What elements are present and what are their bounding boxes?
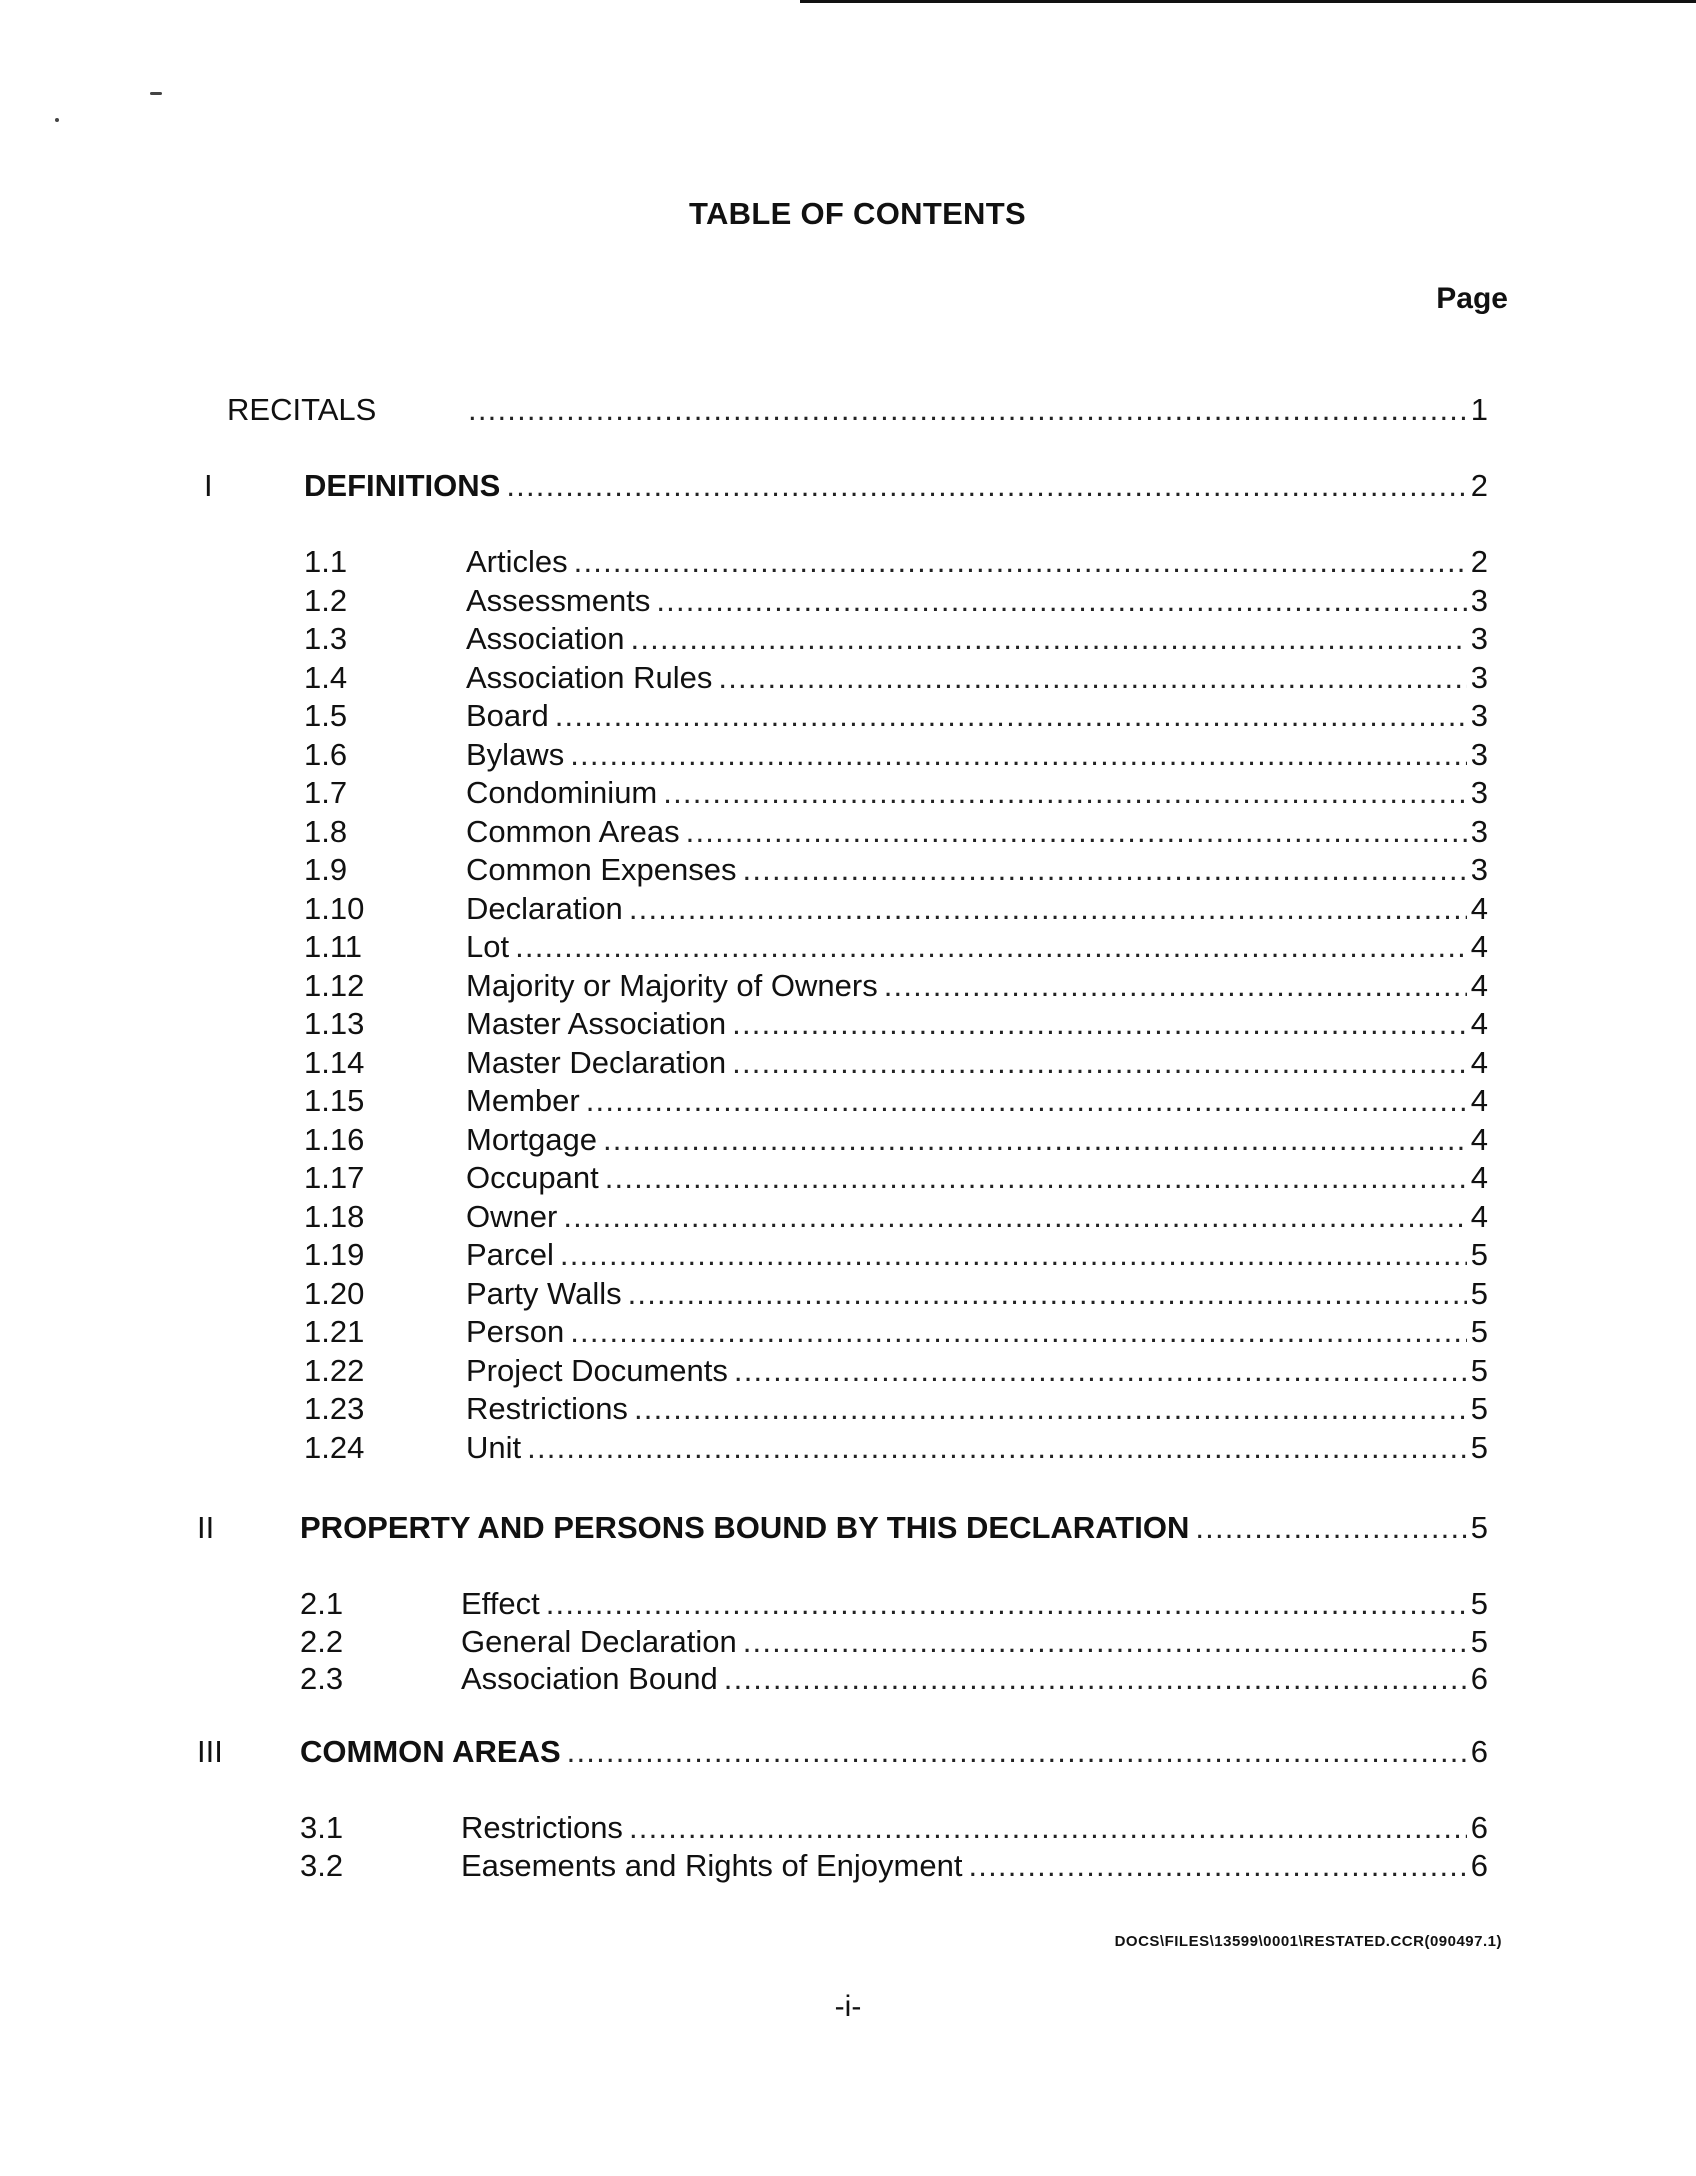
- dot-leader: [968, 1846, 1466, 1886]
- toc-section-label: Parcel: [466, 1237, 554, 1272]
- toc-section-number: 1.1: [304, 544, 348, 579]
- toc-page-number: 5: [1470, 1314, 1488, 1349]
- toc-article-title: PROPERTY AND PERSONS BOUND BY THIS DECLARATION: [300, 1510, 1190, 1545]
- dot-leader: [629, 889, 1467, 929]
- toc-page-number: 3: [1470, 621, 1488, 656]
- toc-section-label: Declaration: [466, 891, 623, 926]
- dot-leader: [656, 581, 1466, 621]
- toc-page-number: 4: [1470, 968, 1488, 1003]
- toc-section-number: 1.11: [304, 929, 363, 964]
- toc-section-row: [0, 1428, 1696, 1468]
- toc-section-label: Lot: [466, 929, 510, 964]
- toc-section-row: [0, 1846, 1696, 1886]
- toc-section-number: 1.7: [304, 775, 348, 810]
- toc-section-row: [0, 1158, 1696, 1198]
- toc-section-label: Bylaws: [466, 737, 565, 772]
- toc-section-label: Common Areas: [466, 814, 680, 849]
- dot-leader: [546, 1584, 1467, 1624]
- toc-article-title: COMMON AREAS: [300, 1734, 561, 1769]
- dot-leader: [560, 1235, 1467, 1275]
- toc-page-number: 3: [1470, 737, 1488, 772]
- toc-section-number: 1.12: [304, 968, 365, 1003]
- toc-section-number: 1.21: [304, 1314, 365, 1349]
- toc-section-row: [0, 1808, 1696, 1848]
- toc-page-number: 5: [1470, 1391, 1488, 1426]
- toc-section-number: 1.10: [304, 891, 365, 926]
- dot-leader: [605, 1158, 1467, 1198]
- toc-section-label: Master Association: [466, 1006, 727, 1041]
- toc-page-number: 1: [1470, 392, 1488, 427]
- toc-section-label: Articles: [466, 544, 568, 579]
- toc-section-label: Association Rules: [466, 660, 713, 695]
- toc-page-number: 4: [1470, 1045, 1488, 1080]
- toc-article-row: [0, 1732, 1696, 1772]
- toc-section-number: 2.2: [300, 1624, 344, 1659]
- toc-section-number: 1.9: [304, 852, 348, 887]
- toc-section-row: [0, 696, 1696, 736]
- toc-section-row: [0, 1043, 1696, 1083]
- toc-section-label: Member: [466, 1083, 580, 1118]
- toc-page-number: 5: [1470, 1624, 1488, 1659]
- toc-section-row: [0, 889, 1696, 929]
- toc-section-row: [0, 1389, 1696, 1429]
- toc-section-label: General Declaration: [461, 1624, 737, 1659]
- toc-section-label: Condominium: [466, 775, 658, 810]
- toc-recitals-label: RECITALS: [227, 392, 377, 427]
- toc-article-numeral: I: [204, 468, 213, 503]
- toc-section-label: Person: [466, 1314, 565, 1349]
- toc-section-number: 1.3: [304, 621, 348, 656]
- dot-leader: [743, 1622, 1467, 1662]
- top-edge-rule: [800, 0, 1696, 3]
- toc-section-label: Restrictions: [461, 1810, 623, 1845]
- toc-section-row: [0, 1197, 1696, 1237]
- toc-article-numeral: III: [197, 1734, 223, 1769]
- toc-section-row: [0, 812, 1696, 852]
- toc-page-number: 5: [1470, 1237, 1488, 1272]
- scan-speck: [55, 118, 59, 122]
- toc-page-number: 3: [1470, 852, 1488, 887]
- toc-section-label: Occupant: [466, 1160, 599, 1195]
- dot-leader: [506, 466, 1466, 506]
- toc-section-number: 1.20: [304, 1276, 365, 1311]
- toc-page-number: 5: [1470, 1276, 1488, 1311]
- toc-section-number: 3.2: [300, 1848, 344, 1883]
- toc-section-label: Association: [466, 621, 625, 656]
- toc-section-label: Restrictions: [466, 1391, 628, 1426]
- toc-page-number: 6: [1470, 1661, 1488, 1696]
- toc-page-number: 3: [1470, 583, 1488, 618]
- dot-leader: [574, 542, 1467, 582]
- toc-page-number: 5: [1470, 1586, 1488, 1621]
- dot-leader: [663, 773, 1466, 813]
- toc-page-number: 3: [1470, 775, 1488, 810]
- toc-page-number: 6: [1470, 1734, 1488, 1769]
- dot-leader: [567, 1732, 1467, 1772]
- toc-section-label: Board: [466, 698, 549, 733]
- toc-section-label: Unit: [466, 1430, 522, 1465]
- toc-article-row: [0, 466, 1696, 506]
- toc-section-number: 1.16: [304, 1122, 365, 1157]
- toc-section-row: [0, 1659, 1696, 1699]
- toc-page-number: 2: [1470, 468, 1488, 503]
- toc-section-row: [0, 1622, 1696, 1662]
- dot-leader: [468, 390, 1467, 430]
- toc-page-number: 6: [1470, 1848, 1488, 1883]
- toc-section-row: [0, 773, 1696, 813]
- toc-section-row: [0, 927, 1696, 967]
- toc-section-number: 2.3: [300, 1661, 344, 1696]
- toc-section-label: Master Declaration: [466, 1045, 727, 1080]
- toc-page-number: 4: [1470, 1083, 1488, 1118]
- dot-leader: [570, 1312, 1467, 1352]
- toc-section-number: 1.2: [304, 583, 348, 618]
- toc-section-row: [0, 1274, 1696, 1314]
- toc-page-number: 4: [1470, 1199, 1488, 1234]
- toc-section-label: Owner: [466, 1199, 558, 1234]
- toc-section-number: 1.13: [304, 1006, 365, 1041]
- toc-section-number: 1.18: [304, 1199, 365, 1234]
- page-title: TABLE OF CONTENTS: [689, 196, 1026, 231]
- toc-section-number: 1.24: [304, 1430, 365, 1465]
- dot-leader: [628, 1274, 1467, 1314]
- dot-leader: [570, 735, 1467, 775]
- toc-section-row: [0, 1081, 1696, 1121]
- toc-section-row: [0, 1235, 1696, 1275]
- toc-section-row: [0, 581, 1696, 621]
- dot-leader: [555, 696, 1467, 736]
- toc-page-number: 5: [1470, 1353, 1488, 1388]
- page-number: -i-: [834, 1990, 862, 2023]
- toc-section-row: [0, 1312, 1696, 1352]
- toc-section-label: Easements and Rights of Enjoyment: [461, 1848, 963, 1883]
- dot-leader: [527, 1428, 1467, 1468]
- toc-section-number: 1.15: [304, 1083, 365, 1118]
- toc-article-row: [0, 1508, 1696, 1548]
- toc-section-number: 1.19: [304, 1237, 365, 1272]
- dot-leader: [732, 1004, 1467, 1044]
- page-column-heading: Page: [1436, 282, 1508, 315]
- dot-leader: [631, 619, 1467, 659]
- toc-page-number: 4: [1470, 1122, 1488, 1157]
- dot-leader: [634, 1389, 1467, 1429]
- toc-article-numeral: II: [197, 1510, 215, 1545]
- toc-page-number: 4: [1470, 1006, 1488, 1041]
- dot-leader: [563, 1197, 1466, 1237]
- toc-section-number: 1.14: [304, 1045, 365, 1080]
- toc-page-number: 4: [1470, 891, 1488, 926]
- toc-section-label: Project Documents: [466, 1353, 728, 1388]
- toc-section-row: [0, 1004, 1696, 1044]
- toc-section-label: Effect: [461, 1586, 540, 1621]
- toc-section-number: 1.6: [304, 737, 348, 772]
- toc-page-number: 5: [1470, 1510, 1488, 1545]
- document-file-code: DOCS\FILES\13599\0001\RESTATED.CCR(090497.1): [1114, 1933, 1502, 1950]
- dot-leader: [629, 1808, 1467, 1848]
- toc-section-number: 1.4: [304, 660, 348, 695]
- toc-section-label: Assessments: [466, 583, 651, 618]
- toc-section-label: Majority or Majority of Owners: [466, 968, 878, 1003]
- dot-leader: [603, 1120, 1467, 1160]
- dot-leader: [1195, 1508, 1466, 1548]
- dot-leader: [686, 812, 1467, 852]
- toc-section-label: Common Expenses: [466, 852, 737, 887]
- toc-section-label: Party Walls: [466, 1276, 622, 1311]
- toc-section-number: 3.1: [300, 1810, 344, 1845]
- toc-page-number: 6: [1470, 1810, 1488, 1845]
- toc-section-row: [0, 619, 1696, 659]
- toc-page-number: 3: [1470, 698, 1488, 733]
- toc-page-number: 3: [1470, 660, 1488, 695]
- toc-section-row: [0, 966, 1696, 1006]
- toc-section-number: 2.1: [300, 1586, 344, 1621]
- toc-section-label: Association Bound: [461, 1661, 718, 1696]
- toc-page-number: 5: [1470, 1430, 1488, 1465]
- scan-speck: [150, 92, 162, 95]
- toc-section-number: 1.17: [304, 1160, 365, 1195]
- dot-leader: [734, 1351, 1467, 1391]
- toc-section-row: [0, 735, 1696, 775]
- dot-leader: [724, 1659, 1467, 1699]
- toc-recitals-row: [0, 390, 1696, 430]
- toc-section-number: 1.8: [304, 814, 348, 849]
- dot-leader: [732, 1043, 1467, 1083]
- toc-article-title: DEFINITIONS: [304, 468, 501, 503]
- toc-section-row: [0, 1584, 1696, 1624]
- dot-leader: [515, 927, 1467, 967]
- dot-leader: [718, 658, 1466, 698]
- toc-page-number: 3: [1470, 814, 1488, 849]
- toc-page-number: 2: [1470, 544, 1488, 579]
- toc-page-number: 4: [1470, 1160, 1488, 1195]
- dot-leader: [743, 850, 1467, 890]
- toc-section-number: 1.23: [304, 1391, 365, 1426]
- toc-section-label: Mortgage: [466, 1122, 597, 1157]
- toc-section-row: [0, 542, 1696, 582]
- toc-page-number: 4: [1470, 929, 1488, 964]
- toc-section-row: [0, 1351, 1696, 1391]
- dot-leader: [884, 966, 1467, 1006]
- toc-section-row: [0, 658, 1696, 698]
- toc-section-number: 1.22: [304, 1353, 365, 1388]
- toc-section-number: 1.5: [304, 698, 348, 733]
- dot-leader: [586, 1081, 1467, 1121]
- toc-section-row: [0, 850, 1696, 890]
- toc-section-row: [0, 1120, 1696, 1160]
